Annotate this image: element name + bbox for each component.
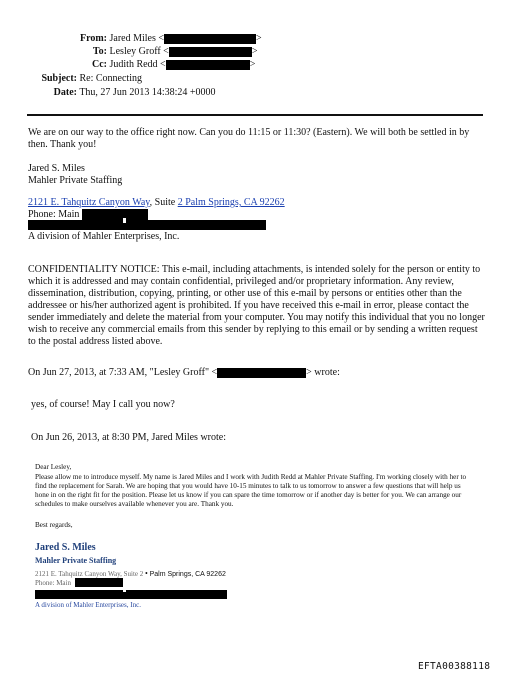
date-label: Date: bbox=[53, 87, 77, 98]
subject-label: Subject: bbox=[41, 73, 77, 84]
signature-name: Jared S. Miles bbox=[28, 163, 85, 174]
header-to-row bbox=[0, 46, 257, 58]
redaction-block bbox=[166, 60, 250, 70]
close-bracket: > bbox=[256, 33, 262, 44]
from-label: From: bbox=[79, 33, 107, 44]
cc-label: Cc: bbox=[92, 59, 107, 70]
redaction-gap bbox=[123, 588, 126, 592]
address-city-link[interactable]: 2 Palm Springs, CA 92262 bbox=[177, 197, 285, 208]
bullet-separator: • bbox=[145, 569, 148, 578]
to-value: Lesley Groff < bbox=[109, 46, 169, 57]
header-subject-row bbox=[0, 73, 142, 85]
quote2-address-city: Palm Springs, CA 92262 bbox=[149, 571, 226, 578]
quote1-text: yes, of course! May I call you now? bbox=[31, 399, 175, 410]
from-value: Jared Miles < bbox=[109, 33, 165, 44]
quote2-signature-firm: Mahler Private Staffing bbox=[35, 556, 117, 565]
address-suite: , Suite bbox=[149, 197, 178, 208]
redaction-block bbox=[169, 47, 252, 57]
redaction-block bbox=[35, 590, 227, 599]
close-bracket: > bbox=[251, 46, 258, 57]
quote2-intro: On Jun 26, 2013, at 8:30 PM, Jared Miles wrote: bbox=[31, 432, 226, 443]
quote2-phone-label: Phone: Main bbox=[35, 579, 71, 587]
quote2-body: Please allow me to introduce myself. My name is Jared Miles and I work with Judith Redd at Mahler Private Staffing. I'm working closely with her to find the replacement for Sarah. We are hoping that you would have 10-15 minutes to talk to us tomorrow to answer a few questions that will help us hone in on the right fit for the position. Please let us know if you can spare the time tomorrow or if another day is better for you. We can arrange our schedules to make ourselves available whenever you are. Thank you. bbox=[35, 473, 467, 508]
redaction-block bbox=[75, 578, 123, 587]
quote1-intro bbox=[28, 367, 340, 379]
close-bracket: > bbox=[249, 59, 256, 70]
header-divider bbox=[27, 114, 483, 116]
message-paragraph: We are on our way to the office right now. Can you do 11:15 or 11:30? (Eastern). We will both be settled in by then. Thank you! bbox=[28, 127, 470, 150]
bates-number: EFTA00388118 bbox=[418, 661, 491, 672]
quote2-signature-name: Jared S. Miles bbox=[35, 542, 96, 553]
confidentiality-notice: CONFIDENTIALITY NOTICE: This e-mail, including attachments, is intended solely for the person or entity to which it is addressed and may contain confidential, privileged and/or proprietary information. Any review, dissemination, distribution, copying, printing, or other use of this e-mail by persons or entities other than the addressee or his/her authorized agent is prohibited. If you have received this e-mail in error, please contact the sender immediately and delete the material from your computer. You may notify this individual that you no longer wish to receive any commercial emails from this sender by replying to this email or by sending a written request to the postal address listed above. bbox=[28, 264, 485, 347]
header-date-row bbox=[0, 87, 216, 99]
signature-address bbox=[28, 197, 285, 209]
phone-label: Phone: Main bbox=[28, 209, 80, 220]
header-from-row bbox=[0, 33, 262, 45]
subject-value: Re: Connecting bbox=[79, 73, 142, 84]
redaction-block bbox=[82, 209, 148, 220]
to-label: To: bbox=[92, 46, 107, 57]
quote2-division: A division of Mahler Enterprises, Inc. bbox=[35, 601, 141, 609]
redaction-gap bbox=[123, 218, 126, 223]
date-value: Thu, 27 Jun 2013 14:38:24 +0000 bbox=[79, 87, 216, 98]
cc-value: Judith Redd < bbox=[109, 59, 166, 70]
quote2-address-street: 2121 E. Tahquitz Canyon Way, Suite 2 bbox=[35, 570, 144, 578]
quote2-address bbox=[35, 569, 226, 579]
quote1-intro-prefix: On Jun 27, 2013, at 7:33 AM, "Lesley Groff" < bbox=[28, 367, 218, 378]
quote2-greeting: Dear Lesley, bbox=[35, 463, 72, 471]
quote2-phone bbox=[35, 579, 71, 588]
signature-firm: Mahler Private Staffing bbox=[28, 175, 123, 186]
redaction-block bbox=[164, 34, 256, 44]
address-street-link[interactable]: 2121 E. Tahquitz Canyon Way bbox=[28, 197, 150, 208]
header-cc-row bbox=[0, 59, 255, 71]
redaction-block bbox=[28, 220, 266, 230]
signature-division: A division of Mahler Enterprises, Inc. bbox=[28, 231, 180, 242]
redaction-block bbox=[217, 368, 306, 378]
quote1-intro-suffix: > wrote: bbox=[306, 367, 340, 378]
quote2-closing: Best regards, bbox=[35, 521, 73, 529]
